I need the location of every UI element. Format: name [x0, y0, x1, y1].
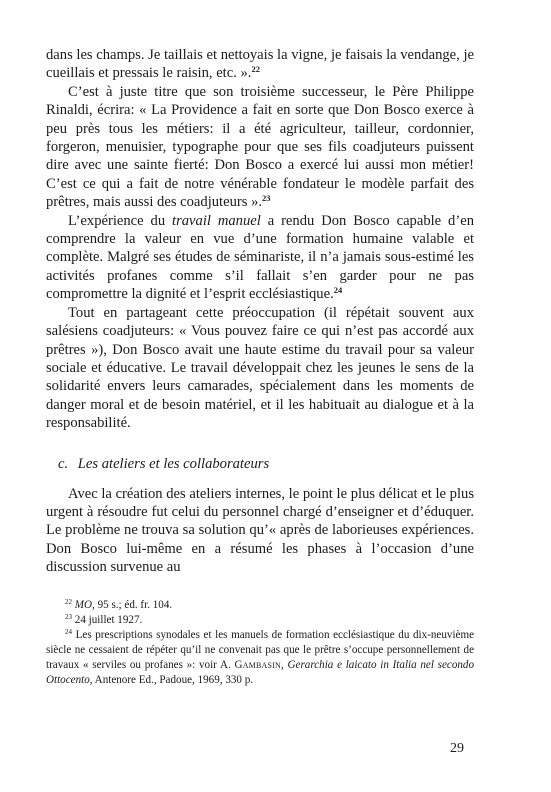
italic-text: MO: [74, 599, 93, 611]
page-body: [46, 46, 474, 577]
paragraph: [46, 304, 474, 433]
body-text-after: [46, 485, 474, 577]
text-run: Les prescriptions synodales et les manuels de formation ecclésiastique du dix-neuvième siècle ne cessaient de répéter qu’il ne convenait pas que le prêtre s’occupe personnellement de travaux « serviles ou profanes »: voir A.: [46, 629, 475, 672]
text-run: Tout en partageant cette préoccupation (il répétait souvent aux salésiens coadjuteurs: « Vous pouvez faire ce qui n’est pas accordé aux prêtres »), Don Bosco avait une haute estime du travail pour sa valeur sociale et éducative. Le travail développait chez les jeunes le sens de la solidarité envers leurs camarades, spécialement dans les moments de danger moral et de besoin matériel, et il les habituait au dialogue et à la responsabilité.: [46, 304, 474, 432]
italic-text: travail manuel: [172, 212, 261, 229]
footnote-reference: 22: [251, 64, 260, 75]
paragraph: [46, 212, 474, 304]
text-run: L’expérience du: [68, 212, 173, 229]
text-run: 24 juillet 1927.: [74, 614, 143, 627]
paragraph: [46, 83, 474, 212]
text-run: , 95 s.; éd. fr. 104.: [92, 599, 173, 611]
section-heading-title: Les ateliers et les collaborateurs: [77, 455, 270, 472]
italic-text: Gerarchia e laicato in Italia nel secondo Ottocento: [46, 659, 475, 687]
text-run: , Antenore Ed., Padoue, 1969, 330 p.: [89, 674, 254, 687]
footnote-reference: 23: [262, 193, 271, 204]
text-run: a rendu Don Bosco capable d’en comprendre la valeur en vue d’une formation humaine valable et complète. Malgré ses études de séminariste, il n’a jamais sous-estimé les activités profanes comme s’il fallait s’en garder pour ne pas compromettre la dignité et l’esprit ecclésiastique.: [46, 212, 474, 303]
footnote: [46, 628, 474, 688]
text-run: C’est à juste titre que son troisième successeur, le Père Philippe Rinaldi, écrira: « La Providence a fait en sorte que Don Bosco exerce à peu près tous les métiers: il a été agriculteur, tailleur, cordonnier, forgeron, menuisier, typographe pour que ses fils coadjuteurs puissent dire avec une sainte fierté: Don Bosco a exercé lui aussi mon métier! C’est ce qui a fait de notre vénérable fondateur le modèle parfait des prêtres, mais aussi des coadjuteurs ».: [46, 83, 474, 211]
page-number: 29: [450, 741, 464, 756]
text-run: ,: [281, 659, 288, 672]
footnote: [46, 598, 474, 613]
footnote-number: 22: [65, 598, 72, 606]
text-run: Avec la création des ateliers internes, le point le plus délicat et le plus urgent à résoudre fut celui du personnel chargé d’enseigner et d’éduquer. Le problème ne trouva sa solution qu’« après de laborieuses expériences. Don Bosco lui-même en a résumé les phases à l’occasion d’une discussion survenue au: [46, 485, 474, 576]
section-heading: [58, 455, 474, 473]
paragraph: [46, 485, 474, 577]
footnote-number: 23: [65, 613, 72, 622]
footnote-number: 24: [65, 628, 72, 637]
text-run: dans les champs. Je taillais et nettoyais la vigne, je faisais la vendange, je cueillais et pressais le raisin, etc. ».: [46, 47, 474, 82]
paragraph: [46, 46, 474, 83]
body-text-before: [46, 46, 474, 433]
section-heading-label: c.: [58, 455, 69, 472]
footnote-reference: 24: [333, 285, 343, 296]
footnotes: [46, 598, 474, 689]
author-name: Gambasin: [234, 659, 282, 672]
footnote: [46, 613, 474, 628]
